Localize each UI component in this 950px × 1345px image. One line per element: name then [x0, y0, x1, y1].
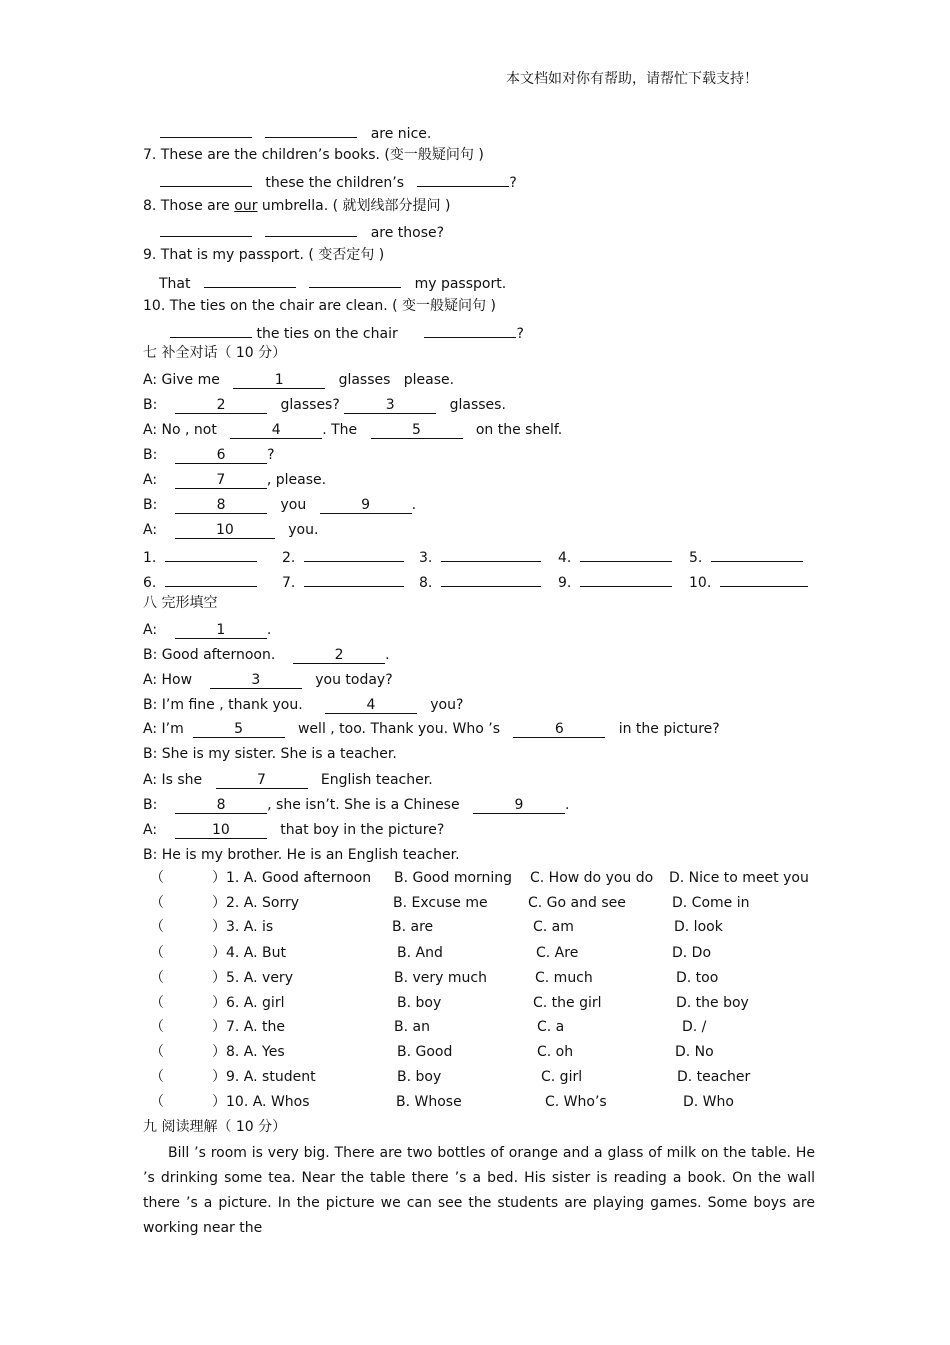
cloze-line: B: She is my sister. She is a teacher.: [143, 746, 397, 762]
answer-label: 9.: [558, 575, 572, 591]
cloze-blank[interactable]: 5: [193, 722, 285, 738]
cloze-text: you?: [430, 697, 464, 713]
dialog-text: , please.: [266, 472, 327, 488]
option-d: D. too: [676, 970, 719, 986]
dialog-text: B:: [143, 497, 158, 513]
part7-title: 七 补全对话（ 10 分）: [143, 345, 287, 361]
dialog-line: [143, 446, 275, 464]
dialog-blank[interactable]: 8: [175, 498, 267, 514]
option-d: D. the boy: [676, 995, 749, 1011]
option-d: D. Who: [683, 1094, 734, 1110]
cloze-text: B:: [143, 797, 158, 813]
option-c: C. much: [535, 970, 593, 986]
q6-tail: are nice.: [370, 126, 432, 142]
answer-blank[interactable]: [170, 322, 252, 338]
dialog-text: B:: [143, 447, 158, 463]
cloze-text: A: I’m: [143, 721, 184, 737]
option-a: ）3. A. is: [212, 919, 274, 935]
q8-tail: are those?: [370, 225, 445, 241]
option-d: D. teacher: [677, 1069, 751, 1085]
option-a: ）9. A. student: [212, 1069, 316, 1085]
dialog-blank[interactable]: 1: [233, 373, 325, 389]
option-d: D. Nice to meet you: [669, 870, 809, 886]
q10-text: 10. The ties on the chair are clean. ( 变一般疑问句 ): [143, 298, 496, 314]
cloze-blank[interactable]: 4: [325, 698, 417, 714]
dialog-blank[interactable]: 10: [175, 523, 275, 539]
answer-blank[interactable]: [304, 546, 404, 562]
dialog-text: please.: [403, 372, 455, 388]
option-a: ）4. A. But: [212, 945, 287, 961]
option-d: D. /: [682, 1019, 707, 1035]
option-c: C. girl: [541, 1069, 583, 1085]
cloze-line: [143, 821, 444, 839]
cloze-text: A: How: [143, 672, 193, 688]
answer-slot: [143, 571, 257, 592]
option-paren[interactable]: （: [150, 1044, 164, 1060]
answer-label: 5.: [689, 550, 703, 566]
option-b: B. Excuse me: [393, 895, 488, 911]
cloze-text: A: Is she: [143, 772, 203, 788]
q8-text: [143, 197, 450, 215]
option-c: C. How do you do: [530, 870, 654, 886]
option-b: B. are: [392, 919, 434, 935]
cloze-blank[interactable]: 10: [175, 823, 267, 839]
answer-slot: [282, 546, 404, 567]
option-a: ）6. A. girl: [212, 995, 285, 1011]
answer-blank[interactable]: [165, 571, 257, 587]
option-b: B. boy: [397, 995, 442, 1011]
dialog-blank[interactable]: 9: [320, 498, 412, 514]
dialog-text: A:: [143, 522, 158, 538]
part9-title: 九 阅读理解（ 10 分）: [143, 1119, 287, 1135]
answer-slot: [419, 546, 541, 567]
option-b: B. boy: [397, 1069, 442, 1085]
cloze-text: A:: [143, 622, 158, 638]
q8-underlined-word: our: [234, 198, 258, 214]
cloze-text: B: Good afternoon.: [143, 647, 276, 663]
answer-blank[interactable]: [160, 221, 252, 237]
cloze-text: .: [564, 797, 570, 813]
answer-slot: [558, 571, 672, 592]
answer-blank[interactable]: [417, 171, 509, 187]
answer-label: 2.: [282, 550, 296, 566]
option-b: B. very much: [394, 970, 487, 986]
option-a: ）7. A. the: [212, 1019, 286, 1035]
answer-label: 3.: [419, 550, 433, 566]
answer-label: 7.: [282, 575, 296, 591]
cloze-text: .: [385, 647, 390, 663]
answer-blank[interactable]: [309, 272, 401, 288]
answer-blank[interactable]: [265, 221, 357, 237]
passage-text: Bill ’s room is very big. There are two bottles of orange and a glass of milk on the table. He ’s drinking some tea. Near the table there ’s a bed. His sister is reading a book. On the wall there ’s a picture. In the picture we can see the students are playing games. Some boys are working near the: [143, 1145, 815, 1236]
dialog-blank[interactable]: 6: [175, 448, 267, 464]
answer-label: 6.: [143, 575, 157, 591]
cloze-line: [143, 621, 271, 639]
dialog-line: [143, 521, 318, 539]
part8-title: 八 完形填空: [143, 595, 218, 611]
answer-blank[interactable]: [441, 571, 541, 587]
cloze-text: A:: [143, 822, 158, 838]
q7-answer-line: [160, 171, 517, 192]
dialog-text: . The: [322, 422, 358, 438]
dialog-line: [143, 471, 326, 489]
header-note: 本文档如对你有帮助，请帮忙下载支持！: [506, 71, 758, 87]
q6-answer-line: [160, 122, 431, 143]
answer-label: 10.: [689, 575, 712, 591]
answer-blank[interactable]: [165, 546, 257, 562]
option-c: C. am: [533, 919, 574, 935]
dialog-text: glasses?: [280, 397, 340, 413]
dialog-text: glasses: [338, 372, 391, 388]
option-a: ）1. A. Good afternoon: [212, 870, 372, 886]
q9-answer-line: [159, 272, 506, 293]
dialog-text: B:: [143, 397, 158, 413]
dialog-text: A:: [143, 472, 158, 488]
cloze-text: well , too. Thank you. Who ’s: [297, 721, 500, 737]
option-paren[interactable]: （: [150, 895, 164, 911]
dialog-text: you: [280, 497, 307, 513]
answer-blank[interactable]: [711, 546, 803, 562]
option-d: D. No: [675, 1044, 714, 1060]
option-b: B. Whose: [396, 1094, 462, 1110]
answer-blank[interactable]: [304, 571, 404, 587]
cloze-text: that boy in the picture?: [280, 822, 445, 838]
cloze-blank[interactable]: 7: [216, 773, 308, 789]
answer-blank[interactable]: [160, 171, 252, 187]
cloze-text: .: [266, 622, 272, 638]
dialog-blank[interactable]: 7: [175, 473, 267, 489]
dialog-text: ?: [267, 447, 275, 463]
option-a: ）2. A. Sorry: [212, 895, 300, 911]
cloze-blank[interactable]: 3: [210, 673, 302, 689]
cloze-line: [143, 646, 390, 664]
dialog-text: on the shelf.: [475, 422, 563, 438]
cloze-line: [143, 771, 433, 789]
dialog-blank[interactable]: 3: [344, 398, 436, 414]
dialog-blank[interactable]: 4: [230, 423, 322, 439]
cloze-blank[interactable]: 6: [513, 722, 605, 738]
answer-blank[interactable]: [160, 122, 252, 138]
answer-blank[interactable]: [580, 546, 672, 562]
answer-blank[interactable]: [580, 571, 672, 587]
option-paren[interactable]: （: [150, 995, 164, 1011]
dialog-text: you.: [288, 522, 319, 538]
cloze-text: in the picture?: [618, 721, 720, 737]
option-a: ）10. A. Whos: [212, 1094, 310, 1110]
q8-answer-line: [160, 221, 444, 242]
answer-slot: [558, 546, 672, 567]
option-paren[interactable]: （: [150, 945, 164, 961]
q7-end: ?: [509, 175, 517, 191]
option-a: ）8. A. Yes: [212, 1044, 285, 1060]
option-c: C. Go and see: [528, 895, 626, 911]
answer-slot: [419, 571, 541, 592]
dialog-text: .: [411, 497, 417, 513]
q8-pre: 8. Those are: [143, 198, 235, 214]
cloze-blank[interactable]: 8: [175, 798, 267, 814]
option-c: C. a: [537, 1019, 565, 1035]
dialog-blank[interactable]: 5: [371, 423, 463, 439]
cloze-line: [143, 796, 569, 814]
q9-text: 9. That is my passport. ( 变否定句 ): [143, 247, 385, 263]
dialog-text: A: No , not: [143, 422, 217, 438]
cloze-text: you today?: [315, 672, 393, 688]
answer-blank[interactable]: [720, 571, 808, 587]
cloze-blank[interactable]: 9: [473, 798, 565, 814]
answer-slot: [689, 571, 808, 592]
q10-mid: the ties on the chair: [256, 326, 398, 342]
dialog-text: A: Give me: [143, 372, 220, 388]
q7-text: 7. These are the children’s books. (变一般疑问句 ): [143, 147, 484, 163]
dialog-line: [143, 421, 562, 439]
option-paren[interactable]: （: [150, 1069, 164, 1085]
answer-label: 4.: [558, 550, 572, 566]
option-d: D. Come in: [672, 895, 750, 911]
option-paren[interactable]: （: [150, 919, 164, 935]
q9-pre: That: [159, 276, 191, 292]
option-a: ）5. A. very: [212, 970, 293, 986]
option-c: C. oh: [537, 1044, 574, 1060]
answer-blank[interactable]: [265, 122, 357, 138]
q9-tail: my passport.: [414, 276, 507, 292]
option-c: C. the girl: [533, 995, 602, 1011]
answer-blank[interactable]: [204, 272, 296, 288]
cloze-line: [143, 696, 463, 714]
dialog-line: [143, 496, 416, 514]
dialog-text: glasses.: [449, 397, 506, 413]
option-c: C. Who’s: [545, 1094, 607, 1110]
cloze-line: [143, 720, 720, 738]
cloze-blank[interactable]: 2: [293, 648, 385, 664]
option-c: C. Are: [536, 945, 579, 961]
option-paren[interactable]: （: [150, 1019, 164, 1035]
option-b: B. Good morning: [394, 870, 513, 886]
cloze-blank[interactable]: 1: [175, 623, 267, 639]
option-paren[interactable]: （: [150, 870, 164, 886]
answer-slot: [689, 546, 803, 567]
q7-mid: these the children’s: [265, 175, 405, 191]
q10-end: ?: [516, 326, 524, 342]
reading-passage: [143, 1141, 815, 1241]
answer-label: 1.: [143, 550, 157, 566]
option-paren[interactable]: （: [150, 970, 164, 986]
option-paren[interactable]: （: [150, 1094, 164, 1110]
answer-label: 8.: [419, 575, 433, 591]
dialog-line: [143, 371, 454, 389]
cloze-text: , she isn’t. She is a Chinese: [267, 797, 460, 813]
answer-blank[interactable]: [441, 546, 541, 562]
option-d: D. Do: [672, 945, 712, 961]
dialog-line: [143, 396, 506, 414]
answer-slot: [143, 546, 257, 567]
option-b: B. an: [394, 1019, 430, 1035]
option-b: B. Good: [397, 1044, 453, 1060]
q8-post: umbrella. ( 就划线部分提问 ): [257, 198, 451, 214]
option-b: B. And: [397, 945, 443, 961]
cloze-line: B: He is my brother. He is an English teacher.: [143, 847, 460, 863]
answer-blank[interactable]: [424, 322, 516, 338]
cloze-text: B: I’m fine , thank you.: [143, 697, 303, 713]
cloze-line: [143, 671, 393, 689]
cloze-text: English teacher.: [320, 772, 433, 788]
option-d: D. look: [674, 919, 723, 935]
q10-answer-line: [170, 322, 524, 343]
dialog-blank[interactable]: 2: [175, 398, 267, 414]
answer-slot: [282, 571, 404, 592]
